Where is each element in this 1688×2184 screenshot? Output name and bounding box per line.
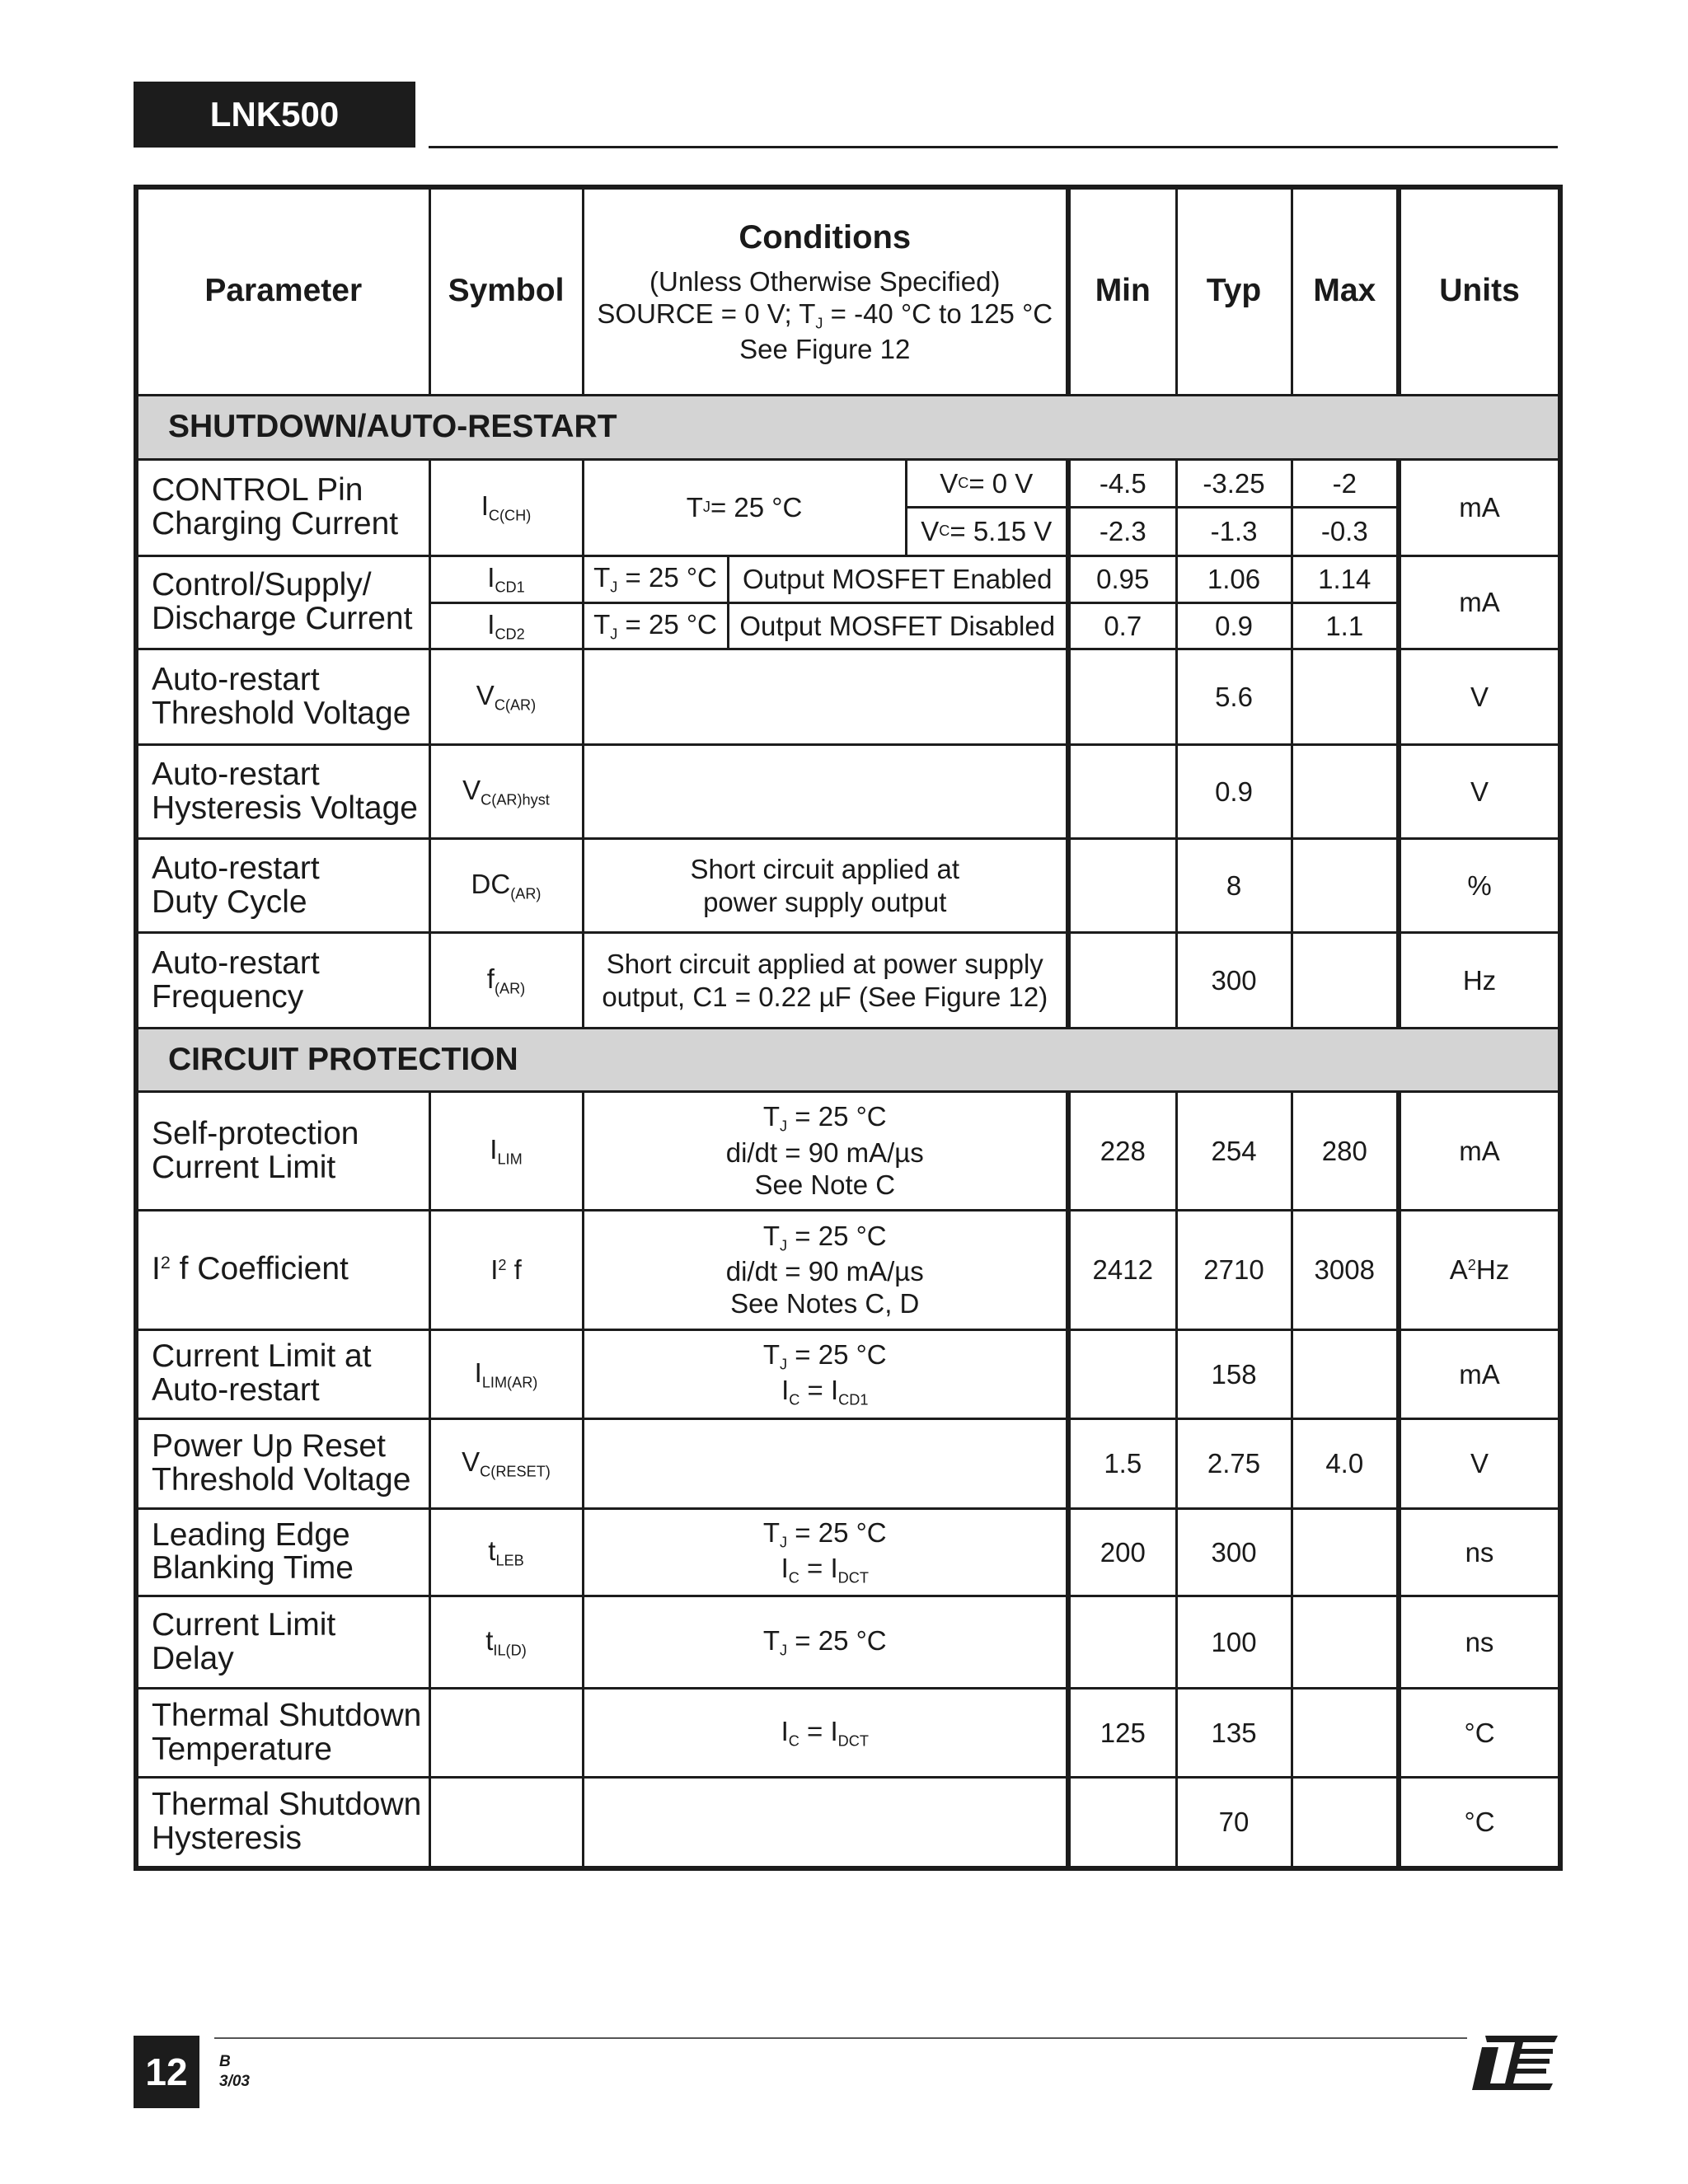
cond-lim-delay: $T_J = 25$ °C	[583, 1596, 1068, 1689]
min-value: 0.7	[1068, 602, 1176, 649]
cond-control-pin-tj: T J = 25 °C	[584, 461, 907, 555]
footer-rule	[214, 2037, 1467, 2039]
symbol-control-pin: $I_{C(CH)}$	[429, 459, 583, 555]
page-number-box	[134, 2036, 199, 2108]
units-value: %	[1399, 839, 1560, 933]
header-parameter: Parameter	[136, 187, 429, 395]
symbol-tild: $t_{IL(D)}$	[429, 1596, 583, 1689]
min-value	[1068, 933, 1176, 1029]
units-value: Hz	[1399, 933, 1560, 1029]
cond-short-circuit-c1: Short circuit applied at power supply output, C1 = 0.22 µF (See Figure 12)	[583, 933, 1068, 1029]
max-value	[1292, 1689, 1399, 1778]
symbol-far: $f_{(AR)}$	[429, 933, 583, 1029]
conditions-title: Conditions	[738, 218, 912, 255]
typ-value: -3.25	[1176, 459, 1292, 508]
max-value	[1292, 1508, 1399, 1596]
symbol-icd1: $I_{CD1}$	[429, 555, 583, 602]
header-typ: Typ	[1176, 187, 1292, 395]
section-shutdown: SHUTDOWN/AUTO-RESTART	[136, 395, 1560, 459]
conditions-figure: See Figure 12	[739, 334, 911, 365]
min-value: 228	[1068, 1092, 1176, 1210]
cond-i2f: $T_J = 25$ °C di/dt = 90 mA/µs See Notes C, D	[583, 1210, 1068, 1329]
units-value: V	[1399, 649, 1560, 744]
table-row	[136, 649, 1560, 744]
units-value: mA	[1399, 1092, 1560, 1210]
typ-value: 254	[1176, 1092, 1292, 1210]
max-value	[1292, 933, 1399, 1029]
units-value: V	[1399, 745, 1560, 839]
section-protection: CIRCUIT PROTECTION	[136, 1029, 1560, 1092]
typ-value: -1.3	[1176, 508, 1292, 556]
typ-value: 8	[1176, 839, 1292, 933]
header-min: Min	[1068, 187, 1176, 395]
min-value	[1068, 1778, 1176, 1868]
symbol-ilim: $I_{LIM}$	[429, 1092, 583, 1210]
symbol-empty	[429, 1778, 583, 1868]
typ-value: 300	[1176, 1508, 1292, 1596]
cond-empty	[583, 1418, 1068, 1508]
param-ar-freq: Auto-restart Frequency	[136, 933, 429, 1029]
conditions-note: (Unless Otherwise Specified)	[649, 265, 1001, 297]
typ-value: 100	[1176, 1596, 1292, 1689]
cond-mosfet-disabled: Output MOSFET Disabled	[728, 602, 1068, 649]
typ-value: 135	[1176, 1689, 1292, 1778]
max-value	[1292, 745, 1399, 839]
cond-empty	[583, 649, 1068, 744]
part-number-tab	[134, 82, 415, 148]
section-row	[136, 395, 1560, 459]
param-lim-ar: Current Limit at Auto-restart	[136, 1329, 429, 1418]
cond-self-protection: $T_J = 25$ °C di/dt = 90 mA/µs See Note C	[583, 1092, 1068, 1210]
units-value: mA	[1399, 1329, 1560, 1418]
param-ar-duty: Auto-restart Duty Cycle	[136, 839, 429, 933]
param-self-protection: Self-protection Current Limit	[136, 1092, 429, 1210]
symbol-vcarhyst: $V_{C(AR)hyst}$	[429, 745, 583, 839]
max-value: 1.1	[1292, 602, 1399, 649]
spec-table	[134, 185, 1563, 1871]
units-value: ns	[1399, 1596, 1560, 1689]
table-row	[136, 459, 1560, 508]
max-value: 280	[1292, 1092, 1399, 1210]
max-value	[1292, 839, 1399, 933]
typ-value: 158	[1176, 1329, 1292, 1418]
param-ar-hysteresis: Auto-restart Hysteresis Voltage	[136, 745, 429, 839]
typ-value: 2710	[1176, 1210, 1292, 1329]
cond-empty	[583, 745, 1068, 839]
revision-date: 3/03	[219, 2072, 250, 2090]
typ-value: 0.9	[1176, 602, 1292, 649]
min-value: 200	[1068, 1508, 1176, 1596]
min-value	[1068, 745, 1176, 839]
symbol-icd2: $I_{CD2}$	[429, 602, 583, 649]
min-value: 2412	[1068, 1210, 1176, 1329]
max-value: -0.3	[1292, 508, 1399, 556]
min-value	[1068, 649, 1176, 744]
symbol-vcar: $V_{C(AR)}$	[429, 649, 583, 744]
symbol-empty	[429, 1689, 583, 1778]
cond-control-pin	[583, 459, 1068, 555]
symbol-ilimar: $I_{LIM(AR)}$	[429, 1329, 583, 1418]
symbol-i2f: $I^2$ f	[429, 1210, 583, 1329]
min-value: 125	[1068, 1689, 1176, 1778]
max-value	[1292, 1329, 1399, 1418]
param-supply-discharge: Control/Supply/ Discharge Current	[136, 555, 429, 649]
symbol-vcreset: $V_{C(RESET)}$	[429, 1418, 583, 1508]
revision-letter: B	[219, 2053, 231, 2070]
header-rule	[429, 146, 1558, 148]
units-value: mA	[1399, 459, 1560, 555]
table-row	[136, 1210, 1560, 1329]
typ-value: 2.75	[1176, 1418, 1292, 1508]
units-value: °C	[1399, 1689, 1560, 1778]
table-header-row	[136, 187, 1560, 395]
symbol-dcar: $DC_{(AR)}$	[429, 839, 583, 933]
cond-tj: $T_J = 25$ °C	[583, 555, 728, 602]
header-units: Units	[1399, 187, 1560, 395]
table-row	[136, 1329, 1560, 1418]
cond-lim-ar: $T_J = 25$ °C $I_C = I_{CD1}$	[583, 1329, 1068, 1418]
header-symbol: Symbol	[429, 187, 583, 395]
units-value: $A^2Hz$	[1399, 1210, 1560, 1329]
table-row	[136, 1508, 1560, 1596]
table-row	[136, 1778, 1560, 1868]
min-value: -4.5	[1068, 459, 1176, 508]
max-value	[1292, 1778, 1399, 1868]
table-row	[136, 555, 1560, 602]
cond-mosfet-enabled: Output MOSFET Enabled	[728, 555, 1068, 602]
table-row	[136, 839, 1560, 933]
cond-empty	[583, 1778, 1068, 1868]
units-value: ns	[1399, 1508, 1560, 1596]
cond-tsd: $I_C = I_{DCT}$	[583, 1689, 1068, 1778]
table-row	[136, 933, 1560, 1029]
param-tsd: Thermal Shutdown Temperature	[136, 1689, 429, 1778]
power-integrations-logo-icon	[1472, 2036, 1558, 2090]
param-reset: Power Up Reset Threshold Voltage	[136, 1418, 429, 1508]
max-value: 4.0	[1292, 1418, 1399, 1508]
param-tsd-hyst: Thermal Shutdown Hysteresis	[136, 1778, 429, 1868]
max-value	[1292, 649, 1399, 744]
table-row	[136, 1418, 1560, 1508]
header-conditions	[583, 187, 1068, 395]
min-value: 1.5	[1068, 1418, 1176, 1508]
max-value: 1.14	[1292, 555, 1399, 602]
revision-info	[219, 2052, 250, 2092]
typ-value: 5.6	[1176, 649, 1292, 744]
units-value: V	[1399, 1418, 1560, 1508]
cond-tj: $T_J = 25$ °C	[583, 602, 728, 649]
min-value	[1068, 1596, 1176, 1689]
cond-short-circuit: Short circuit applied at power supply output	[583, 839, 1068, 933]
typ-value: 1.06	[1176, 555, 1292, 602]
max-value: -2	[1292, 459, 1399, 508]
typ-value: 70	[1176, 1778, 1292, 1868]
max-value: 3008	[1292, 1210, 1399, 1329]
section-row	[136, 1029, 1560, 1092]
param-ar-threshold: Auto-restart Threshold Voltage	[136, 649, 429, 744]
min-value	[1068, 839, 1176, 933]
typ-value: 300	[1176, 933, 1292, 1029]
min-value: -2.3	[1068, 508, 1176, 556]
table-row	[136, 1596, 1560, 1689]
min-value	[1068, 1329, 1176, 1418]
typ-value: 0.9	[1176, 745, 1292, 839]
header-max: Max	[1292, 187, 1399, 395]
table-row	[136, 745, 1560, 839]
units-value: °C	[1399, 1778, 1560, 1868]
table-row	[136, 1092, 1560, 1210]
cond-vc-515: V C = 5.15 V	[921, 516, 1053, 547]
cond-leb: $T_J = 25$ °C $I_C = I_{DCT}$	[583, 1508, 1068, 1596]
spec-table-container	[134, 185, 1558, 1871]
max-value	[1292, 1596, 1399, 1689]
part-number: LNK500	[209, 95, 340, 134]
param-leb: Leading Edge Blanking Time	[136, 1508, 429, 1596]
param-control-pin: CONTROL Pin Charging Current	[136, 459, 429, 555]
table-row	[136, 1689, 1560, 1778]
page-number: 12	[145, 2050, 188, 2093]
param-i2f: $I^2$ f Coefficient	[136, 1210, 429, 1329]
units-value: mA	[1399, 555, 1560, 649]
conditions-source: SOURCE = 0 V; $T_J = -40$ °C to 125 °C	[597, 298, 1053, 332]
param-lim-delay: Current Limit Delay	[136, 1596, 429, 1689]
symbol-tleb: $t_{LEB}$	[429, 1508, 583, 1596]
cond-vc-0: V C = 0 V	[907, 461, 1067, 509]
min-value: 0.95	[1068, 555, 1176, 602]
